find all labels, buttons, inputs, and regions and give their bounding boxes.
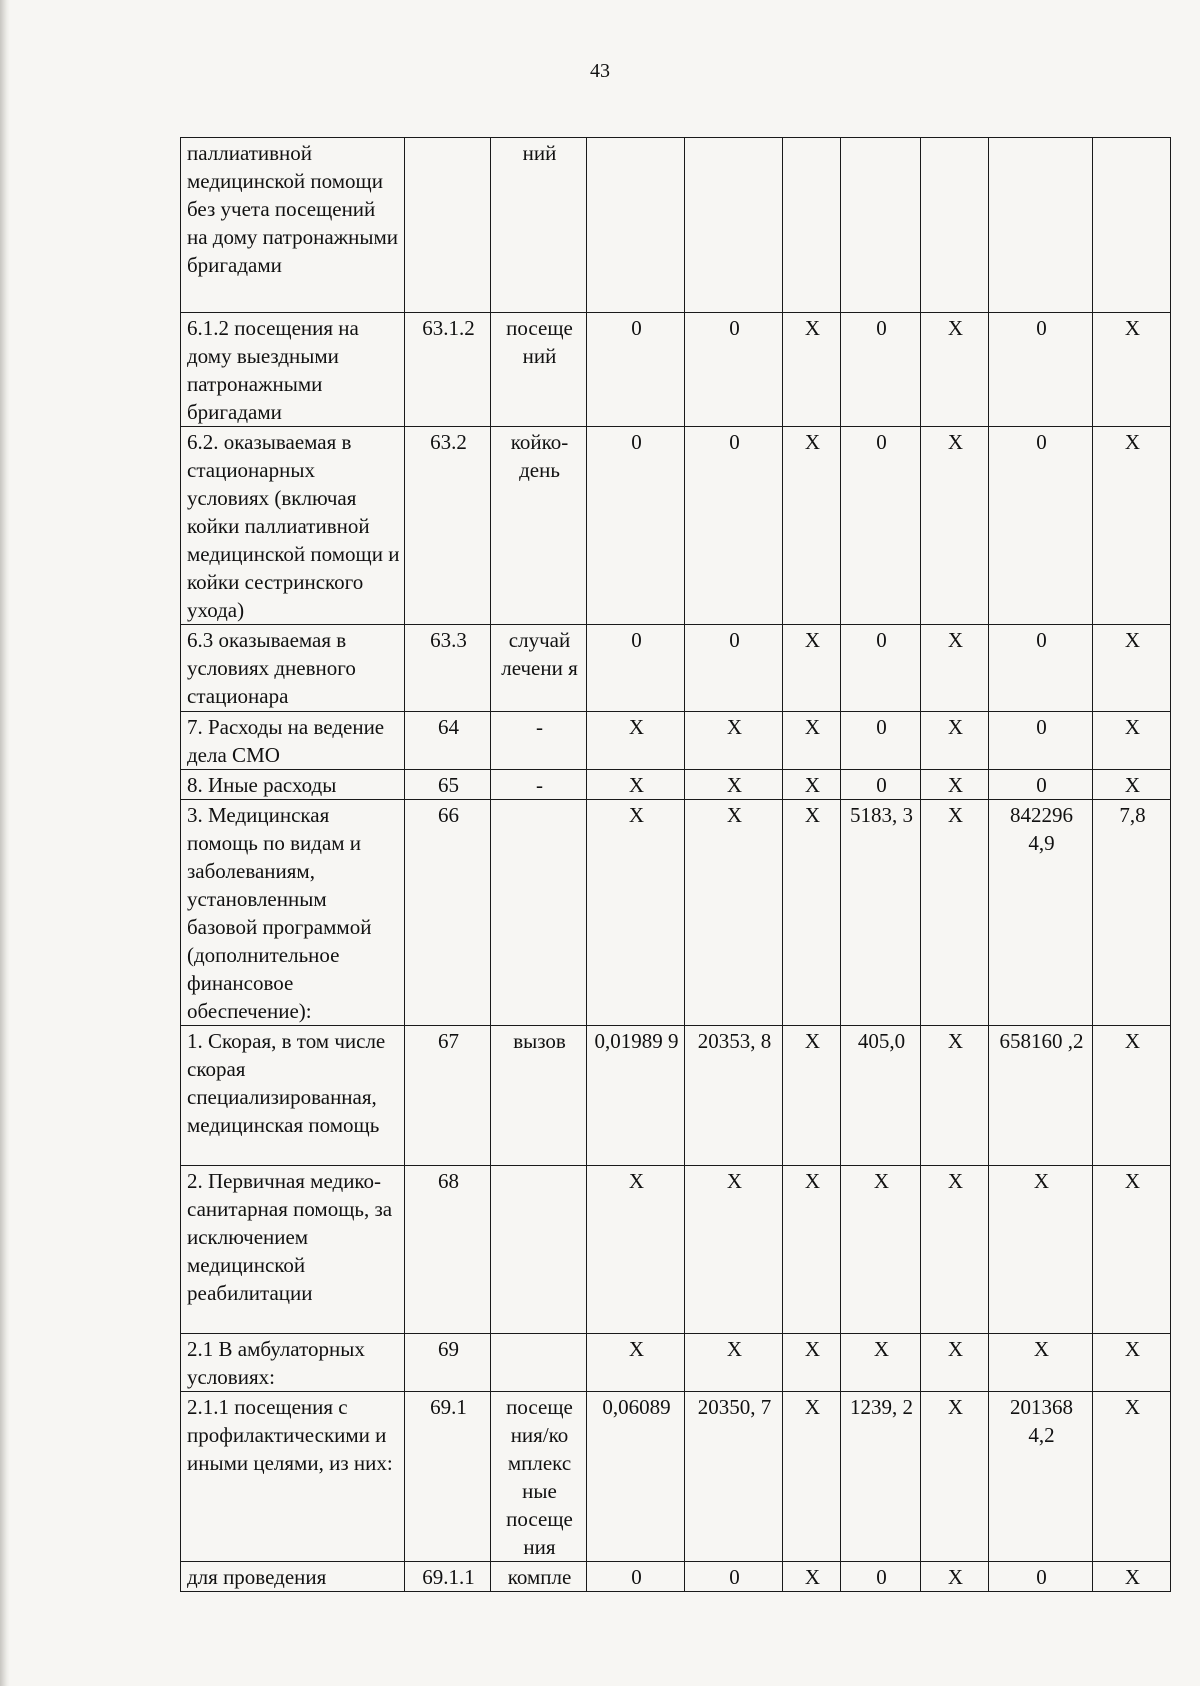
row-value: X bbox=[783, 313, 841, 427]
row-value: 0,01989 9 bbox=[587, 1026, 685, 1166]
table-row bbox=[181, 770, 1171, 800]
row-value: X bbox=[783, 427, 841, 625]
row-value: X bbox=[921, 800, 989, 1026]
row-unit bbox=[491, 1334, 587, 1392]
row-unit: - bbox=[491, 712, 587, 770]
row-value: X bbox=[921, 1334, 989, 1392]
row-value: X bbox=[841, 1166, 921, 1334]
row-value: 658160 ,2 bbox=[989, 1026, 1093, 1166]
row-value: X bbox=[783, 1026, 841, 1166]
row-value: X bbox=[783, 1562, 841, 1592]
row-value: X bbox=[841, 1334, 921, 1392]
table-row bbox=[181, 1562, 1171, 1592]
row-name: 2.1 В амбулаторных условиях: bbox=[181, 1334, 405, 1392]
row-value: 0 bbox=[587, 625, 685, 712]
row-unit: койко-день bbox=[491, 427, 587, 625]
row-value: 0 bbox=[989, 427, 1093, 625]
row-value: X bbox=[685, 800, 783, 1026]
row-value: 0 bbox=[841, 770, 921, 800]
row-value: 20350, 7 bbox=[685, 1392, 783, 1562]
row-code bbox=[405, 138, 491, 313]
row-value: X bbox=[1093, 712, 1171, 770]
row-value: X bbox=[989, 1334, 1093, 1392]
row-value: 0 bbox=[989, 712, 1093, 770]
row-value: X bbox=[783, 625, 841, 712]
row-code: 65 bbox=[405, 770, 491, 800]
row-name: для проведения bbox=[181, 1562, 405, 1592]
row-value: 20353, 8 bbox=[685, 1026, 783, 1166]
row-value: 0 bbox=[841, 1562, 921, 1592]
row-value: X bbox=[1093, 313, 1171, 427]
row-unit bbox=[491, 1166, 587, 1334]
row-value: X bbox=[783, 712, 841, 770]
row-name: 7. Расходы на ведение дела СМО bbox=[181, 712, 405, 770]
row-value: X bbox=[921, 770, 989, 800]
row-name: 1. Скорая, в том числе скорая специализированная, медицинская помощь bbox=[181, 1026, 405, 1166]
row-value: 0 bbox=[587, 427, 685, 625]
row-value: 0 bbox=[685, 427, 783, 625]
table-row bbox=[181, 1392, 1171, 1562]
row-value: 201368 4,2 bbox=[989, 1392, 1093, 1562]
row-value: X bbox=[587, 770, 685, 800]
row-value: 0 bbox=[841, 712, 921, 770]
row-value: 7,8 bbox=[1093, 800, 1171, 1026]
table-row bbox=[181, 1166, 1171, 1334]
row-value: 1239, 2 bbox=[841, 1392, 921, 1562]
row-value: 842296 4,9 bbox=[989, 800, 1093, 1026]
row-value: X bbox=[921, 313, 989, 427]
row-unit: ний bbox=[491, 138, 587, 313]
row-value: X bbox=[1093, 427, 1171, 625]
row-value: X bbox=[989, 1166, 1093, 1334]
row-name: 8. Иные расходы bbox=[181, 770, 405, 800]
row-value: 0 bbox=[841, 313, 921, 427]
row-unit: компле bbox=[491, 1562, 587, 1592]
row-unit: - bbox=[491, 770, 587, 800]
row-value: X bbox=[587, 712, 685, 770]
row-value: 0 bbox=[685, 625, 783, 712]
table-row bbox=[181, 1026, 1171, 1166]
row-value: X bbox=[921, 625, 989, 712]
row-name: 6.2. оказываемая в стационарных условиях (включая койки паллиативной медицинской помощи и койки сестринского ухода) bbox=[181, 427, 405, 625]
row-unit: вызов bbox=[491, 1026, 587, 1166]
row-code: 64 bbox=[405, 712, 491, 770]
row-value: X bbox=[587, 1166, 685, 1334]
row-code: 69.1 bbox=[405, 1392, 491, 1562]
row-value: 0 bbox=[685, 1562, 783, 1592]
table-row bbox=[181, 625, 1171, 712]
row-unit bbox=[491, 800, 587, 1026]
row-value: X bbox=[587, 1334, 685, 1392]
row-value: 0 bbox=[989, 625, 1093, 712]
row-value: X bbox=[921, 427, 989, 625]
row-value: X bbox=[1093, 1392, 1171, 1562]
table-row bbox=[181, 138, 1171, 313]
row-value bbox=[921, 138, 989, 313]
row-value: 0 bbox=[841, 427, 921, 625]
row-code: 67 bbox=[405, 1026, 491, 1166]
row-code: 63.1.2 bbox=[405, 313, 491, 427]
row-unit: случай лечени я bbox=[491, 625, 587, 712]
row-value: X bbox=[1093, 1026, 1171, 1166]
table-row bbox=[181, 800, 1171, 1026]
table-row bbox=[181, 1334, 1171, 1392]
row-value: X bbox=[685, 770, 783, 800]
row-value: 405,0 bbox=[841, 1026, 921, 1166]
row-name: паллиативной медицинской помощи без учета посещений на дому патронажными бригадами bbox=[181, 138, 405, 313]
row-value: X bbox=[921, 1392, 989, 1562]
row-value: X bbox=[1093, 1562, 1171, 1592]
row-value bbox=[1093, 138, 1171, 313]
row-name: 3. Медицинская помощь по видам и заболеваниям, установленным базовой программой (дополнительное финансовое обеспечение): bbox=[181, 800, 405, 1026]
scan-edge-shadow bbox=[0, 0, 10, 1686]
row-value: X bbox=[783, 800, 841, 1026]
row-value: 0 bbox=[841, 625, 921, 712]
table-row bbox=[181, 712, 1171, 770]
row-unit: посеще ния/ко мплекс ные посеще ния bbox=[491, 1392, 587, 1562]
row-value: X bbox=[685, 1334, 783, 1392]
row-value: 0 bbox=[989, 1562, 1093, 1592]
row-value: X bbox=[587, 800, 685, 1026]
row-code: 68 bbox=[405, 1166, 491, 1334]
row-value: X bbox=[921, 1562, 989, 1592]
row-name: 2. Первичная медико-санитарная помощь, за исключением медицинской реабилитации bbox=[181, 1166, 405, 1334]
table-row bbox=[181, 427, 1171, 625]
row-value: X bbox=[921, 1026, 989, 1166]
row-code: 69 bbox=[405, 1334, 491, 1392]
row-value: 0 bbox=[989, 313, 1093, 427]
row-code: 66 bbox=[405, 800, 491, 1026]
row-code: 69.1.1 bbox=[405, 1562, 491, 1592]
row-value: X bbox=[1093, 1334, 1171, 1392]
table-row bbox=[181, 313, 1171, 427]
row-value: X bbox=[685, 1166, 783, 1334]
row-value: X bbox=[1093, 1166, 1171, 1334]
row-unit: посеще ний bbox=[491, 313, 587, 427]
row-value bbox=[841, 138, 921, 313]
page-number: 43 bbox=[590, 60, 610, 82]
row-name: 6.3 оказываемая в условиях дневного стационара bbox=[181, 625, 405, 712]
row-value bbox=[685, 138, 783, 313]
row-name: 2.1.1 посещения с профилактическими и иными целями, из них: bbox=[181, 1392, 405, 1562]
row-value: X bbox=[1093, 770, 1171, 800]
row-value: X bbox=[921, 1166, 989, 1334]
row-value: X bbox=[685, 712, 783, 770]
row-value bbox=[783, 138, 841, 313]
row-value: X bbox=[783, 1392, 841, 1562]
tariff-table bbox=[180, 137, 1171, 1592]
row-value: X bbox=[783, 1166, 841, 1334]
row-value: X bbox=[783, 770, 841, 800]
row-code: 63.3 bbox=[405, 625, 491, 712]
row-value: X bbox=[1093, 625, 1171, 712]
row-value: X bbox=[921, 712, 989, 770]
row-value: 0,06089 bbox=[587, 1392, 685, 1562]
row-name: 6.1.2 посещения на дому выездными патронажными бригадами bbox=[181, 313, 405, 427]
row-value: 0 bbox=[587, 313, 685, 427]
table-body bbox=[181, 138, 1171, 1592]
row-value: 0 bbox=[587, 1562, 685, 1592]
row-code: 63.2 bbox=[405, 427, 491, 625]
row-value bbox=[989, 138, 1093, 313]
row-value: 0 bbox=[685, 313, 783, 427]
row-value bbox=[587, 138, 685, 313]
row-value: 0 bbox=[989, 770, 1093, 800]
row-value: 5183, 3 bbox=[841, 800, 921, 1026]
row-value: X bbox=[783, 1334, 841, 1392]
